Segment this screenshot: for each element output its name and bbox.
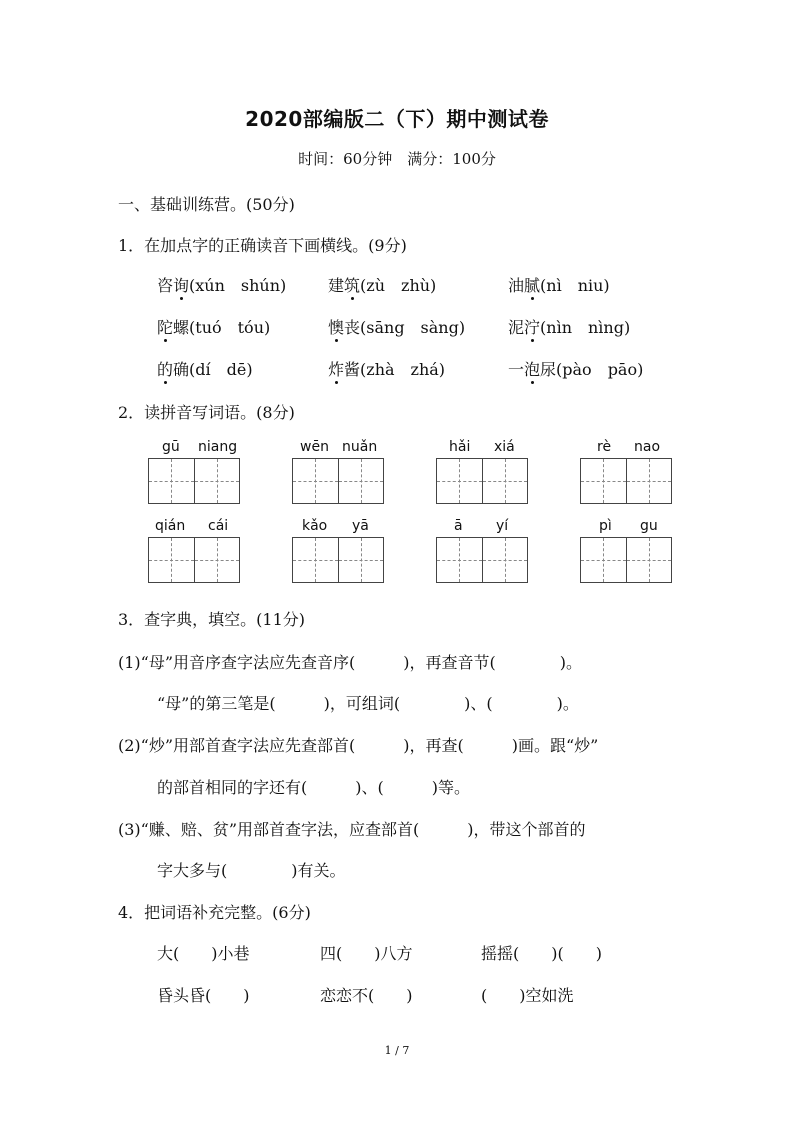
q1-item: 咨询(xún shún) [157, 273, 286, 296]
pinyin-syllable: pì [599, 518, 612, 534]
dotted-char: 炸 [328, 357, 344, 380]
q3-line: (3)“赚、赔、贫”用部首查字法，应查部首( )，带这个部首的 [118, 820, 586, 839]
pinyin-syllable: gu [640, 518, 658, 534]
pinyin-syllable: cái [208, 518, 229, 534]
pinyin-syllable: niang [198, 439, 238, 455]
writing-grid[interactable] [580, 458, 672, 504]
q3-line: (1)“母”用音序查字法应先查音序( )，再查音节( )。 [118, 653, 582, 672]
q1-item: 一泡尿(pào pāo) [508, 357, 643, 380]
q3-line: “母”的第三笔是( )，可组词( )、( )。 [157, 694, 579, 713]
q3-line: (2)“炒”用部首查字法应先查部首( )，再查( )画。跟“炒” [118, 736, 599, 755]
writing-grid[interactable] [436, 458, 528, 504]
writing-grid[interactable] [148, 458, 240, 504]
pinyin-syllable: rè [597, 439, 612, 455]
q1-item: 泥泞(nìn nìng) [508, 315, 630, 338]
writing-grid[interactable] [292, 458, 384, 504]
q1-item: 的确(dí dē) [157, 357, 253, 380]
writing-grid[interactable] [436, 537, 528, 583]
pinyin-syllable: yí [496, 518, 509, 534]
q1-item: 油腻(nì niu) [508, 273, 610, 296]
pinyin-syllable: xiá [494, 439, 515, 455]
writing-grid[interactable] [580, 537, 672, 583]
pinyin-syllable: nuǎn [342, 439, 378, 455]
q1-item: 炸酱(zhà zhá) [328, 357, 445, 380]
q3-line: 字大多与( )有关。 [157, 861, 346, 880]
q1-item: 陀螺(tuó tóu) [157, 315, 270, 338]
exam-time-and-score: 时间：60分钟 满分：100分 [298, 150, 496, 168]
q4-item: 摇摇( )( ) [481, 944, 602, 963]
question-1-label: 1．在加点字的正确读音下画横线。(9分) [118, 236, 407, 255]
dotted-char: 的 [157, 357, 173, 380]
pinyin-syllable: wēn [300, 439, 329, 455]
pinyin-syllable: qián [155, 518, 186, 534]
q1-item: 建筑(zù zhù) [328, 273, 436, 296]
dotted-char: 懊 [328, 315, 344, 338]
pinyin-syllable: yā [352, 518, 369, 534]
q4-item: ( )空如洗 [481, 986, 574, 1005]
question-3-label: 3．查字典，填空。(11分) [118, 610, 306, 629]
q4-item: 昏头昏( ) [157, 986, 250, 1005]
writing-grid[interactable] [148, 537, 240, 583]
dotted-char: 筑 [344, 273, 360, 296]
page-title: 2020部编版二（下）期中测试卷 [245, 107, 549, 131]
pinyin-syllable: hǎi [449, 439, 471, 455]
q3-line: 的部首相同的字还有( )、( )等。 [157, 778, 470, 797]
question-4-label: 4．把词语补充完整。(6分) [118, 903, 311, 922]
dotted-char: 泡 [524, 357, 540, 380]
dotted-char: 腻 [524, 273, 540, 296]
pinyin-syllable: kǎo [302, 518, 328, 534]
section-heading: 一、基础训练营。(50分) [118, 195, 295, 214]
writing-grid[interactable] [292, 537, 384, 583]
question-2-label: 2．读拼音写词语。(8分) [118, 403, 295, 422]
dotted-char: 询 [173, 273, 189, 296]
pinyin-syllable: gū [162, 439, 180, 455]
pinyin-syllable: nao [634, 439, 661, 455]
dotted-char: 泞 [524, 315, 540, 338]
pinyin-syllable: ā [454, 518, 463, 534]
dotted-char: 陀 [157, 315, 173, 338]
q4-item: 恋恋不( ) [320, 986, 413, 1005]
page-number: 1 / 7 [384, 1044, 410, 1057]
q4-item: 四( )八方 [320, 944, 413, 963]
q1-item: 懊丧(sāng sàng) [328, 315, 465, 338]
q4-item: 大( )小巷 [157, 944, 250, 963]
